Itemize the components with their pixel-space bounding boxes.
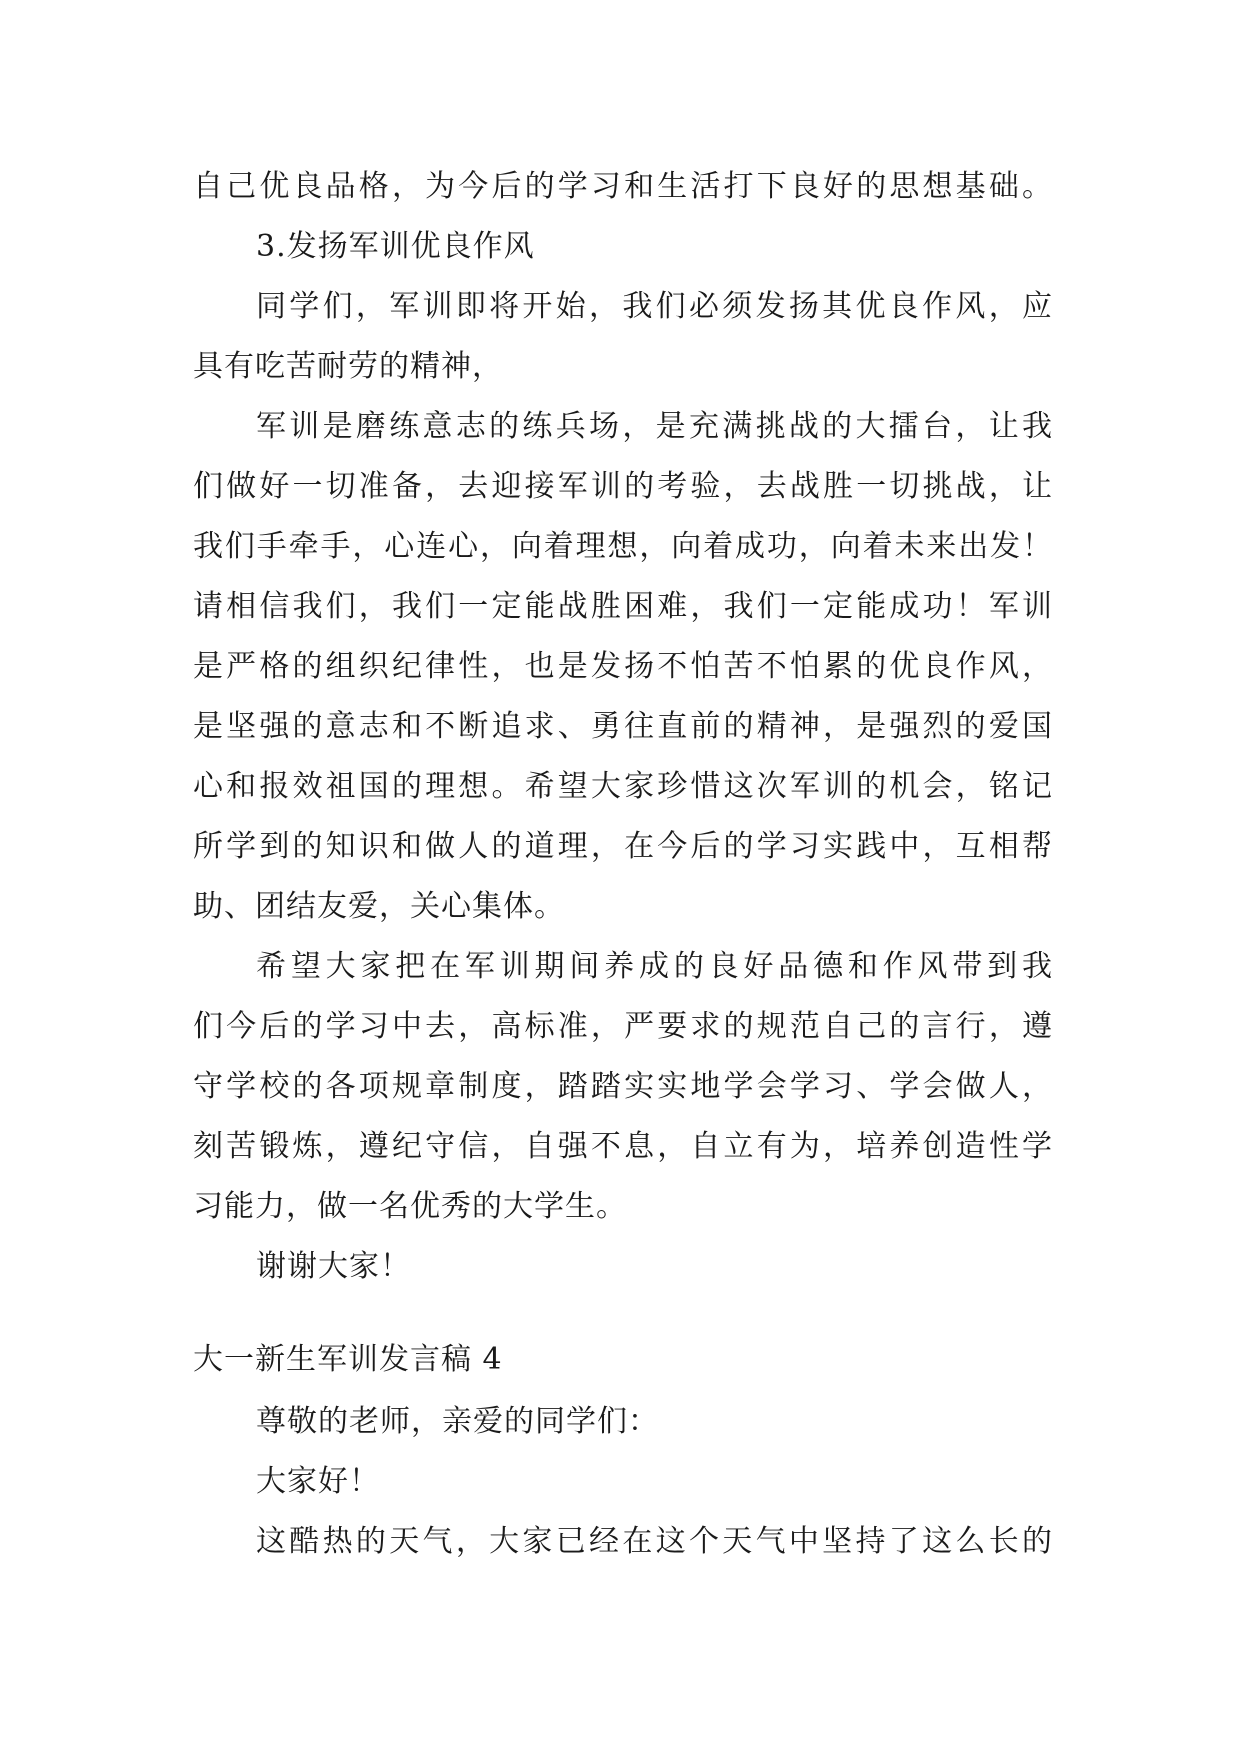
text-line: 们今后的学习中去，高标准，严要求的规范自己的言行，遵	[193, 1009, 1053, 1044]
text-line: 尊敬的老师，亲爱的同学们：	[256, 1404, 659, 1439]
section-heading: 3.发扬军训优良作风	[256, 229, 535, 264]
text-line: 们做好一切准备，去迎接军训的考验，去战胜一切挑战，让	[193, 469, 1053, 504]
text-line: 大家好！	[256, 1464, 380, 1499]
text-line: 是严格的组织纪律性，也是发扬不怕苦不怕累的优良作风，	[193, 649, 1053, 684]
text-line: 刻苦锻炼，遵纪守信，自强不息，自立有为，培养创造性学	[193, 1129, 1053, 1164]
text-line: 助、团结友爱，关心集体。	[193, 889, 565, 924]
text-line: 同学们，军训即将开始，我们必须发扬其优良作风，应	[256, 289, 1053, 324]
text-line: 自己优良品格，为今后的学习和生活打下良好的思想基础。	[193, 169, 1053, 204]
text-line: 希望大家把在军训期间养成的良好品德和作风带到我	[256, 949, 1053, 984]
text-line: 具有吃苦耐劳的精神，	[193, 349, 503, 384]
text-line: 这酷热的天气，大家已经在这个天气中坚持了这么长的	[256, 1524, 1053, 1559]
text-line: 心和报效祖国的理想。希望大家珍惜这次军训的机会，铭记	[193, 769, 1053, 804]
text-line: 请相信我们，我们一定能战胜困难，我们一定能成功！军训	[193, 589, 1053, 624]
text-line: 军训是磨练意志的练兵场，是充满挑战的大擂台，让我	[256, 409, 1053, 444]
text-line: 是坚强的意志和不断追求、勇往直前的精神，是强烈的爱国	[193, 709, 1053, 744]
text-line: 我们手牵手，心连心，向着理想，向着成功，向着未来出发！	[193, 529, 1053, 564]
text-line: 谢谢大家！	[256, 1249, 411, 1284]
text-line: 守学校的各项规章制度，踏踏实实地学会学习、学会做人，	[193, 1069, 1053, 1104]
text-line: 所学到的知识和做人的道理，在今后的学习实践中，互相帮	[193, 829, 1053, 864]
document-title: 大一新生军训发言稿 4	[193, 1342, 503, 1377]
text-line: 习能力，做一名优秀的大学生。	[193, 1189, 627, 1224]
